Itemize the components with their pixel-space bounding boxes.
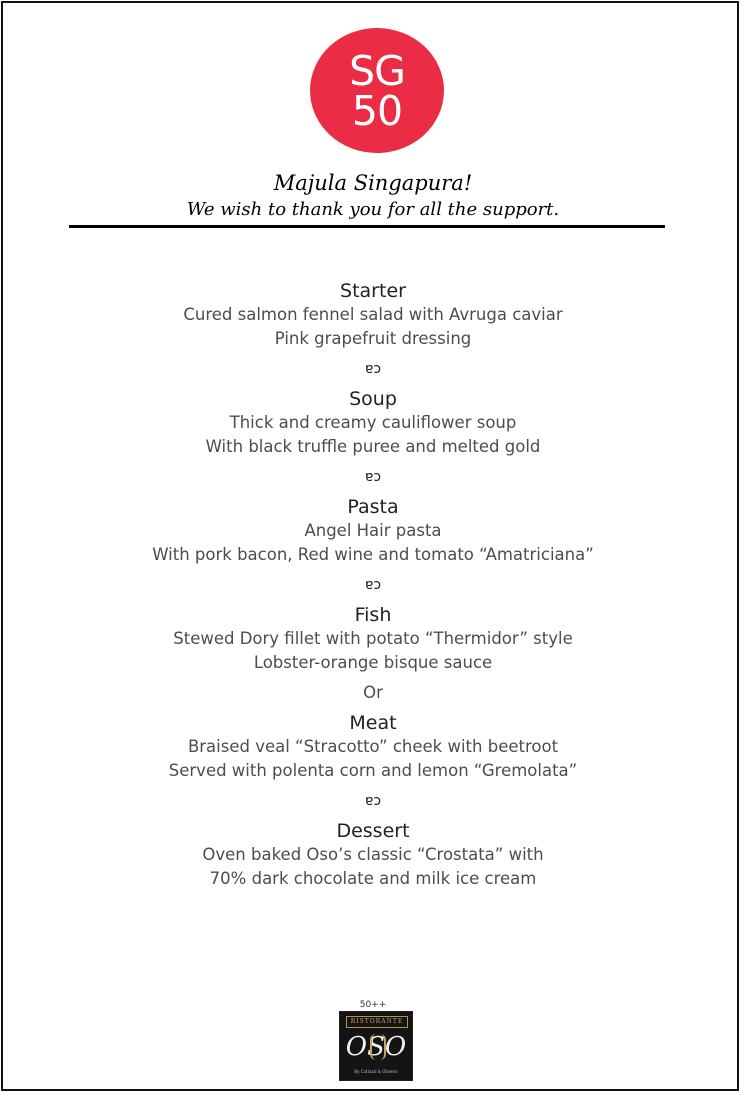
ornament-separator [3,351,743,387]
logo-line-1: SG [349,46,405,95]
price-note: 50++ [359,1000,387,1010]
course-line: Oven baked Oso’s classic “Crostata” with [202,845,544,864]
tagline-heading: Majula Singapura! [273,171,473,195]
ornament-icon: ɐɔ [364,577,382,593]
or-divider: Or [363,683,383,702]
course-line: Thick and creamy cauliflower soup [229,413,517,432]
course-line: Pink grapefruit dressing [274,329,472,348]
ornament-icon: ɐɔ [364,361,382,377]
course-line: Angel Hair pasta [304,521,442,540]
course-title-starter: Starter [340,280,406,302]
course-line: Cured salmon fennel salad with Avruga caviar [183,305,563,324]
course-title-fish: Fish [354,604,392,626]
course-title-soup: Soup [349,388,397,410]
course-line: With black truffle puree and melted gold [205,437,541,456]
tagline-subheading: We wish to thank you for all the support. [186,199,560,220]
logo-byline: By Cutlazzi & Oliverio [354,1069,398,1074]
ornament-icon: ɐɔ [364,469,382,485]
course-line: 70% dark chocolate and milk ice cream [209,869,537,888]
menu-card [1,1,739,1091]
logo-line-2: 50 [351,86,403,135]
course-title-pasta: Pasta [347,496,399,518]
ornament-separator [3,459,743,495]
course-title-meat: Meat [349,712,397,734]
course-line: Stewed Dory fillet with potato “Thermidor” style [173,629,573,648]
sg50-logo [310,28,444,153]
menu-list [3,279,743,891]
ornament-separator [3,567,743,603]
logo-ristorante-label: RISTORANTE [346,1016,408,1028]
course-line: Served with polenta corn and lemon “Gremolata” [168,761,578,780]
divider-rule [69,225,665,228]
course-line: Braised veal “Stracotto” cheek with beetroot [187,737,559,756]
ornament-separator [3,783,743,819]
course-title-dessert: Dessert [336,820,410,842]
logo-accent [370,1034,386,1060]
course-line: Lobster-orange bisque sauce [253,653,493,672]
course-line: With pork bacon, Red wine and tomato “Amatriciana” [152,545,594,564]
logo-oso-name: OSO [345,1032,407,1062]
ristorante-oso-logo [339,1011,413,1081]
ornament-icon: ɐɔ [364,793,382,809]
